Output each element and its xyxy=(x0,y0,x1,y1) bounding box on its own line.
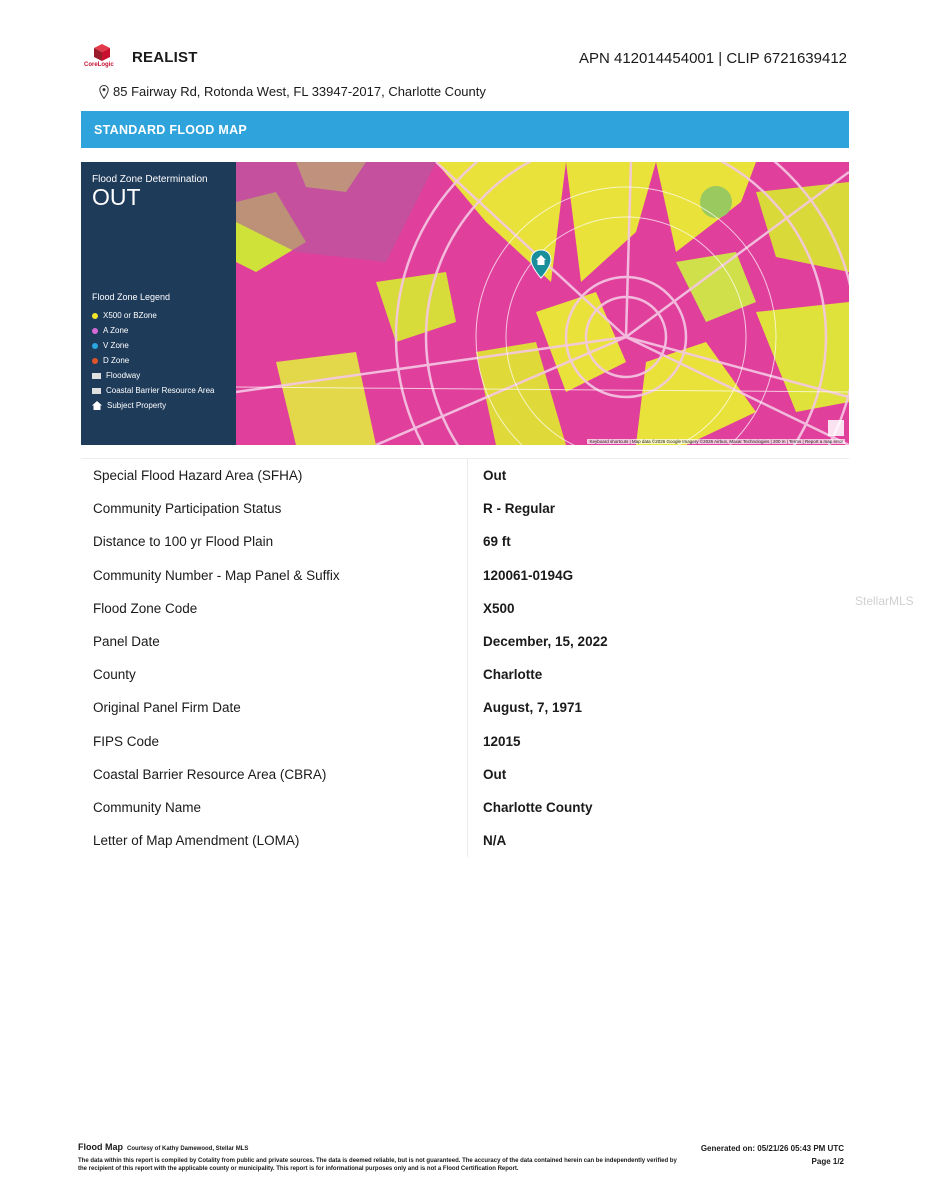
legend-item: X500 or BZone xyxy=(92,308,215,323)
address-text: 85 Fairway Rd, Rotonda West, FL 33947-2017, Charlotte County xyxy=(113,84,486,99)
legend-title: Flood Zone Legend xyxy=(92,292,171,302)
logo-text: CoreLogic xyxy=(84,62,114,68)
row-value: 12015 xyxy=(468,725,850,758)
row-value: Out xyxy=(468,758,850,791)
row-value: 120061-0194G xyxy=(468,559,850,592)
row-label: Flood Zone Code xyxy=(93,600,198,616)
map-info-panel xyxy=(81,162,236,445)
legend-item: A Zone xyxy=(92,323,215,338)
legend-item: Coastal Barrier Resource Area xyxy=(92,383,215,398)
table-row xyxy=(81,725,849,758)
table-row xyxy=(81,791,849,824)
row-label: County xyxy=(93,667,136,683)
table-row xyxy=(81,824,849,857)
floodway-icon xyxy=(92,373,101,379)
flood-map xyxy=(81,162,849,445)
footer-generated: Generated on: 05/21/26 05:43 PM UTC xyxy=(700,1144,844,1153)
pink-dot-icon xyxy=(92,328,98,334)
flood-data-table xyxy=(81,458,849,857)
legend-item: V Zone xyxy=(92,338,215,353)
watermark: StellarMLS xyxy=(855,594,914,608)
legend-list xyxy=(92,308,215,413)
footer-courtesy: Courtesy of Kathy Damewood, Stellar MLS xyxy=(127,1146,249,1152)
footer-disclaimer: The data within this report is compiled by Cotality from public and private sources. The data is deemed reliable, but is not guaranteed. The accuracy of the data contained herein can be independently verified by the recipient of this report with the applicable county or municipality. This report is for informational purposes only and is not a Flood Certification Report. xyxy=(78,1158,677,1172)
row-label: Community Number - Map Panel & Suffix xyxy=(93,567,340,583)
apn-clip: APN 412014454001 | CLIP 6721639412 xyxy=(578,50,847,67)
row-value: Charlotte County xyxy=(468,791,850,824)
legend-item: Subject Property xyxy=(92,398,215,413)
location-pin-icon xyxy=(99,85,109,99)
property-address xyxy=(99,84,486,99)
row-value: Out xyxy=(468,459,850,493)
table-row xyxy=(81,625,849,658)
row-value: X500 xyxy=(468,592,850,625)
row-value: December, 15, 2022 xyxy=(468,625,850,658)
table-row xyxy=(81,559,849,592)
row-label: Distance to 100 yr Flood Plain xyxy=(93,534,274,550)
legend-item: D Zone xyxy=(92,353,215,368)
map-credit[interactable]: Keyboard shortcuts | Map data ©2026 Google Imagery ©2026 Airbus, Maxar Technologies | 200 m | Terms | Report a map error xyxy=(589,439,843,444)
row-label: Special Flood Hazard Area (SFHA) xyxy=(81,459,468,493)
table-row xyxy=(81,525,849,558)
yellow-dot-icon xyxy=(92,313,98,319)
footer-page: Page 1/2 xyxy=(811,1157,844,1166)
orange-dot-icon xyxy=(92,358,98,364)
row-label: Community Participation Status xyxy=(93,501,282,517)
row-value: August, 7, 1971 xyxy=(468,691,850,724)
map-image xyxy=(236,162,849,445)
table-row xyxy=(81,758,849,791)
brand-title: REALIST xyxy=(132,49,198,66)
determination-value: OUT xyxy=(92,184,141,210)
table-row xyxy=(81,459,849,493)
row-label: FIPS Code xyxy=(93,733,160,749)
legend-item: Floodway xyxy=(92,368,215,383)
row-label: Coastal Barrier Resource Area (CBRA) xyxy=(93,766,327,782)
footer-title-block xyxy=(78,1142,248,1152)
row-label: Letter of Map Amendment (LOMA) xyxy=(93,833,300,849)
row-value: Charlotte xyxy=(468,658,850,691)
table-row xyxy=(81,592,849,625)
section-banner: STANDARD FLOOD MAP xyxy=(81,111,849,148)
house-icon xyxy=(92,401,102,410)
row-value: 69 ft xyxy=(468,525,850,558)
blue-dot-icon xyxy=(92,343,98,349)
determination-label: Flood Zone Determination xyxy=(92,174,208,185)
cbra-icon xyxy=(92,388,101,394)
row-label: Panel Date xyxy=(93,634,160,650)
row-value: N/A xyxy=(468,824,850,857)
row-label: Community Name xyxy=(93,799,202,815)
table-row xyxy=(81,691,849,724)
row-label: Original Panel Firm Date xyxy=(93,700,241,716)
footer-title: Flood Map xyxy=(78,1142,123,1152)
table-row xyxy=(81,658,849,691)
row-value: R - Regular xyxy=(468,492,850,525)
table-row xyxy=(81,492,849,525)
